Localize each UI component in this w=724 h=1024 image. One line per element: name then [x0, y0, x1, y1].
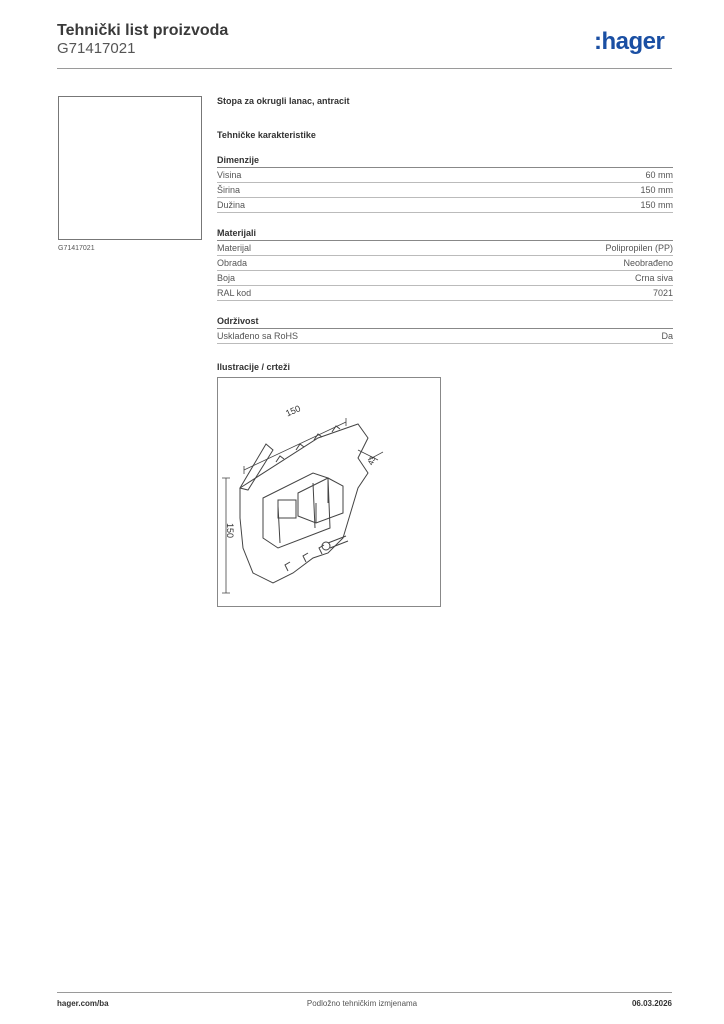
- footer-website[interactable]: hager.com/ba: [57, 999, 109, 1008]
- spec-row: [217, 271, 673, 286]
- tech-heading: Tehničke karakteristike: [217, 130, 316, 140]
- spec-row: [217, 329, 673, 344]
- section-materials: [217, 228, 673, 301]
- spec-row: [217, 198, 673, 213]
- spec-value: Polipropilen (PP): [605, 243, 673, 253]
- spec-value: Neobrađeno: [623, 258, 673, 268]
- drawing-svg: [218, 378, 440, 606]
- image-caption: G71417021: [58, 245, 95, 252]
- spec-row: [217, 168, 673, 183]
- content-column: [217, 96, 673, 372]
- footer-date: 06.03.2026: [631, 999, 672, 1008]
- footer-note: Podložno tehničkim izmjenama: [306, 999, 418, 1008]
- spec-row: [217, 256, 673, 271]
- spec-label: Boja: [217, 273, 236, 283]
- spec-label: Usklađeno sa RoHS: [217, 331, 299, 341]
- spec-value: 60 mm: [645, 170, 673, 180]
- dim-label-side: 150: [225, 523, 235, 539]
- spec-value: Crna siva: [634, 273, 673, 283]
- section-title: Materijali: [217, 228, 673, 241]
- spec-value: 7021: [652, 288, 673, 298]
- illustrations-heading: Ilustracije / crteži: [217, 362, 291, 372]
- spec-label: Širina: [217, 185, 241, 195]
- footer-divider: [57, 992, 672, 993]
- product-image: [58, 96, 202, 240]
- dim-label-depth: 43: [366, 454, 378, 467]
- dim-label-top: 150: [284, 403, 302, 419]
- technical-drawing: [217, 377, 441, 607]
- hager-logo: :hager: [594, 28, 665, 55]
- section-sustainability: [217, 316, 673, 344]
- page-title: Tehnički list proizvoda: [57, 22, 229, 39]
- spec-label: Visina: [217, 170, 242, 180]
- spec-row: [217, 241, 673, 256]
- spec-row: [217, 286, 673, 301]
- header-divider: [57, 68, 672, 69]
- spec-value: 150 mm: [640, 185, 673, 195]
- spec-label: Dužina: [217, 200, 246, 210]
- product-code: G71417021: [57, 40, 136, 57]
- section-title: Dimenzije: [217, 155, 673, 168]
- spec-label: Materijal: [217, 243, 252, 253]
- base-plate: [240, 424, 368, 583]
- section-dimensions: [217, 155, 673, 213]
- spec-label: RAL kod: [217, 288, 252, 298]
- spec-value: 150 mm: [640, 200, 673, 210]
- spec-value: Da: [661, 331, 673, 341]
- product-name: Stopa za okrugli lanac, antracit: [217, 96, 350, 106]
- section-title: Održivost: [217, 316, 673, 329]
- spec-label: Obrada: [217, 258, 248, 268]
- spec-row: [217, 183, 673, 198]
